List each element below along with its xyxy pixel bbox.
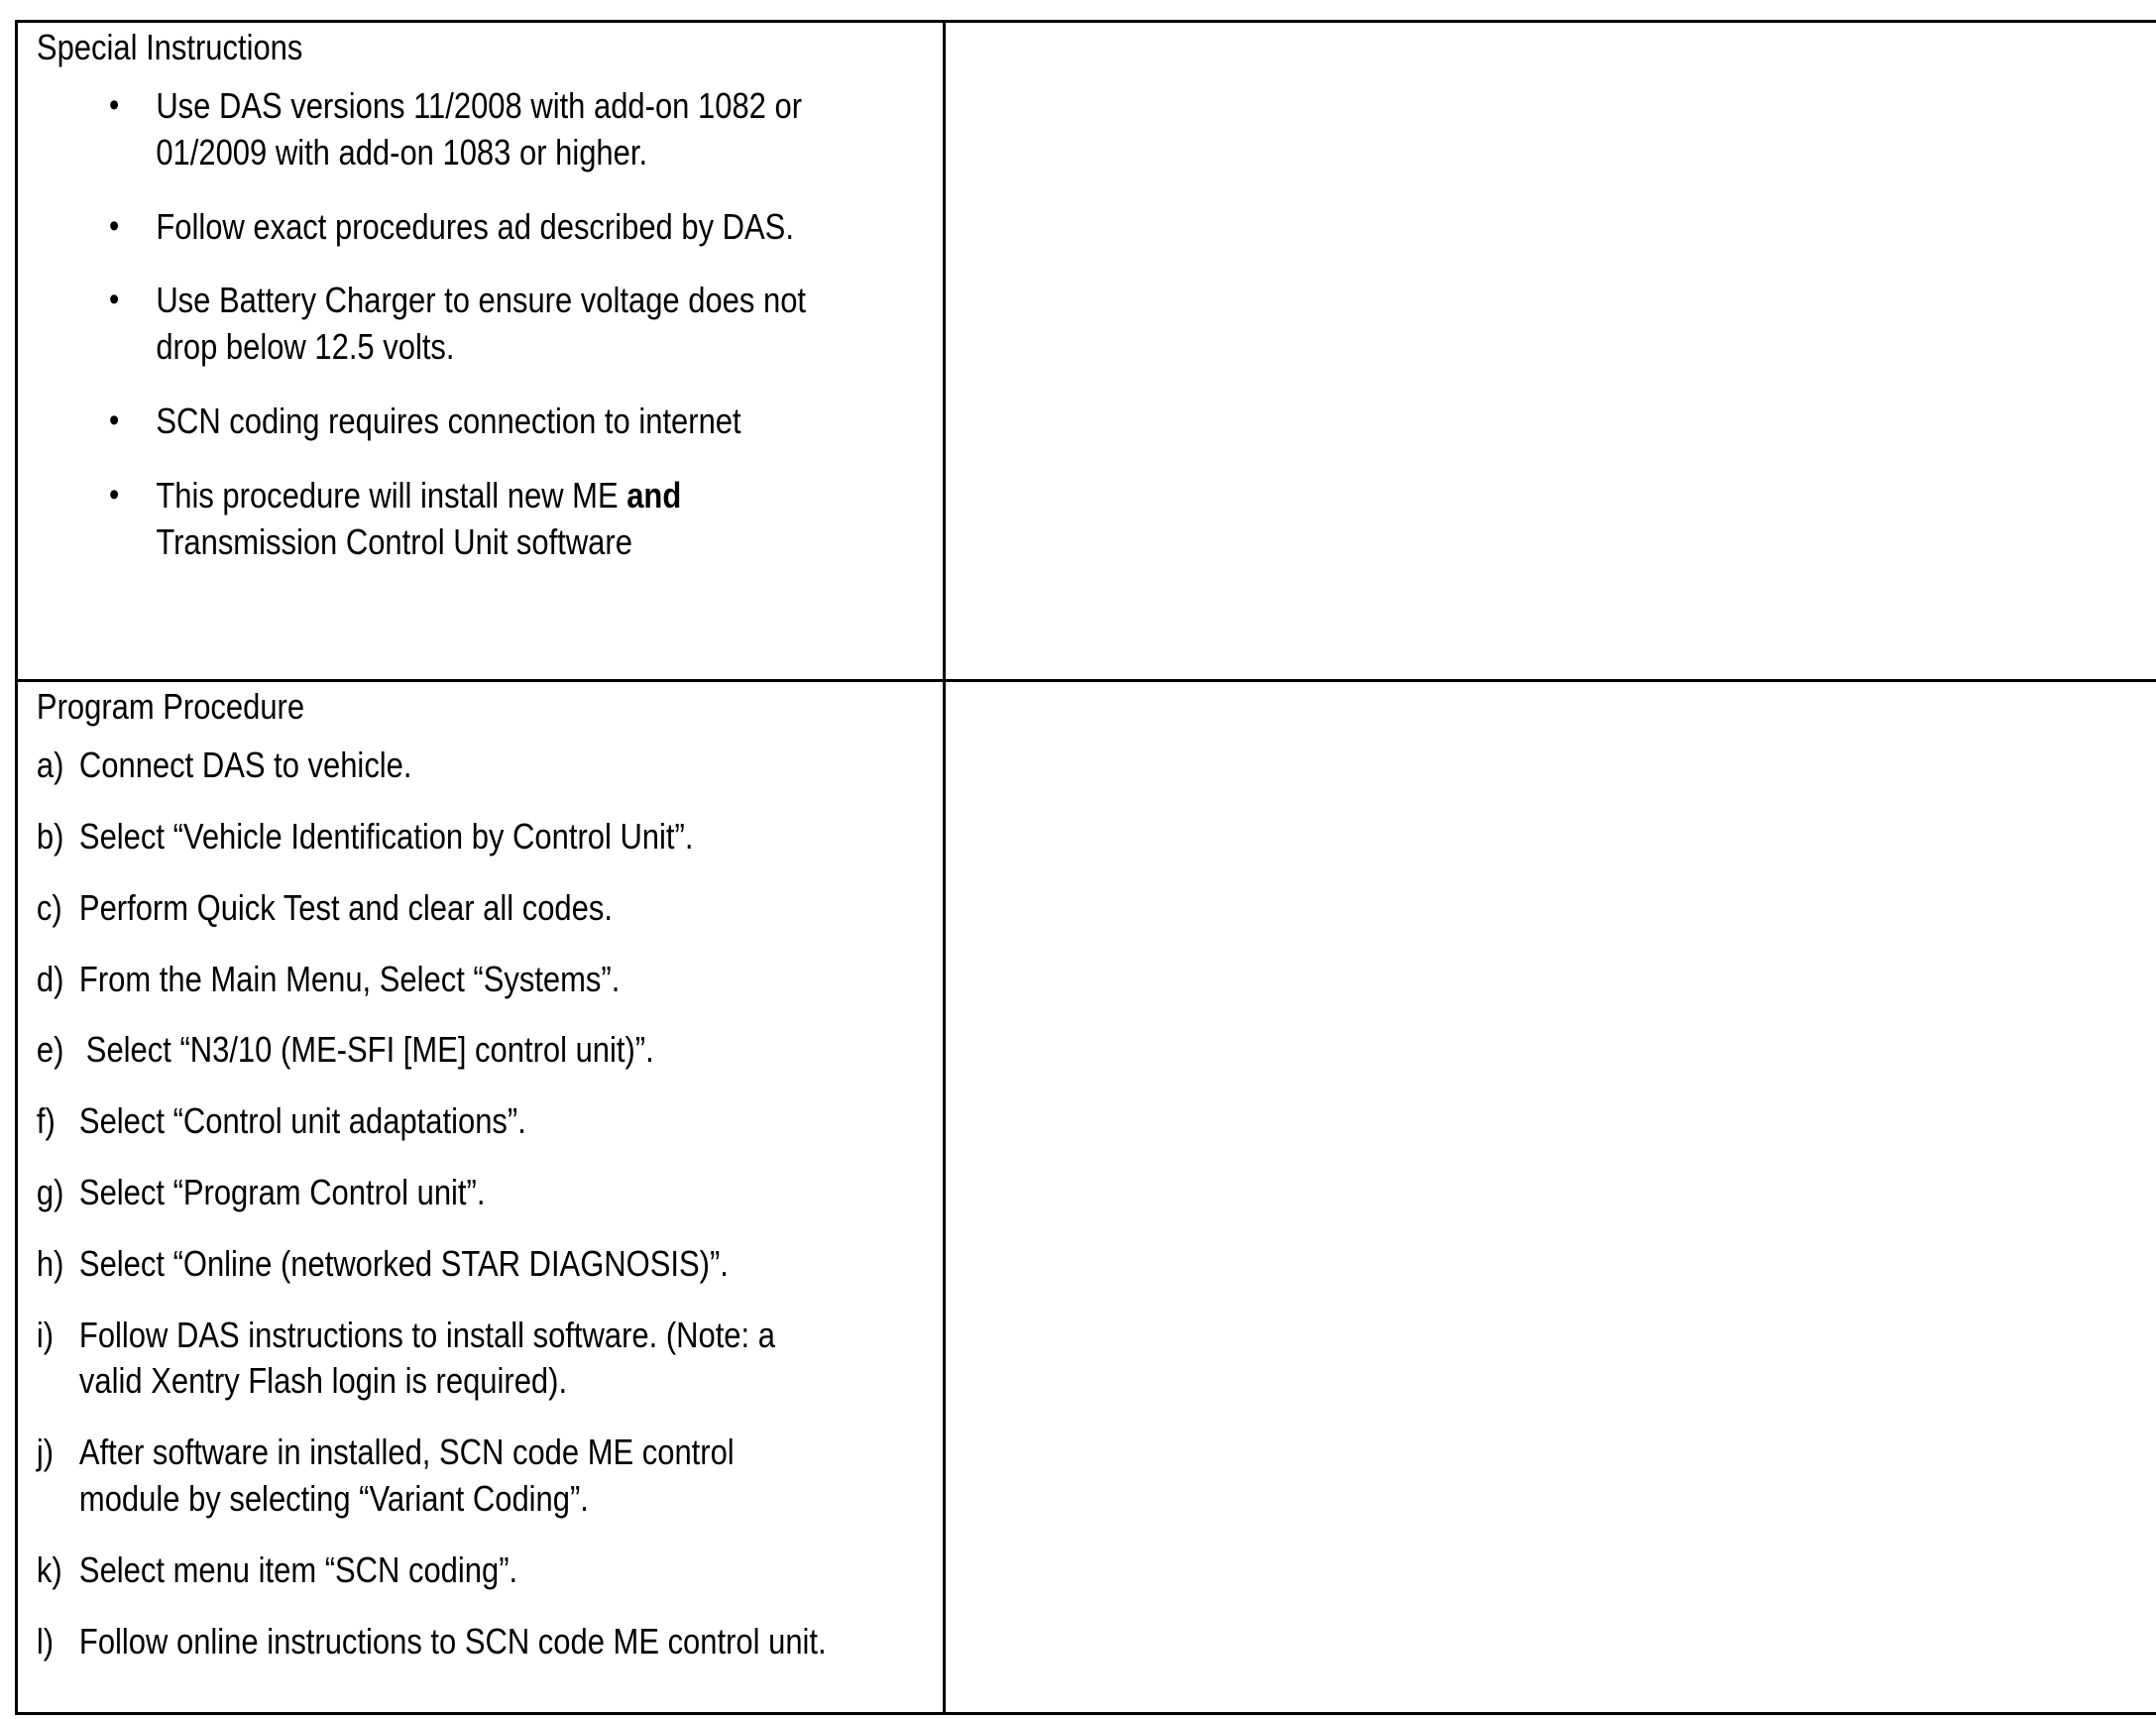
step-line: Select “Program Control unit”. xyxy=(78,1171,486,1212)
program-procedure-cell xyxy=(17,681,945,1714)
step-line: Follow online instructions to SCN code ME control unit. xyxy=(78,1620,827,1662)
special-instructions-heading: Special Instructions xyxy=(36,27,303,67)
step-line: Select “Control unit adaptations”. xyxy=(78,1100,526,1142)
list-item xyxy=(37,1619,941,1665)
bullet-icon: • xyxy=(109,281,120,319)
bullet-icon: • xyxy=(109,475,120,514)
step-line: Connect DAS to vehicle. xyxy=(78,745,412,786)
program-procedure-blank-cell xyxy=(945,681,2156,1714)
step-line: valid Xentry Flash login is required). xyxy=(78,1360,568,1402)
step-line: Select “N3/10 (ME-SFI [ME] control unit)”. xyxy=(85,1029,654,1071)
special-instructions-blank-cell xyxy=(945,22,2156,681)
list-item xyxy=(37,278,941,371)
step-line: Select “Online (networked STAR DIAGNOSIS)”. xyxy=(78,1242,729,1284)
table-row xyxy=(17,22,2156,681)
step-line: From the Main Menu, Select “Systems”. xyxy=(78,958,621,999)
table-row xyxy=(17,681,2156,1714)
bullet-line: Use DAS versions 11/2008 with add-on 1082 or xyxy=(156,85,803,126)
bullet-line: Transmission Control Unit software xyxy=(156,520,632,562)
step-line: Select menu item “SCN coding”. xyxy=(78,1548,518,1590)
list-item xyxy=(37,1098,941,1145)
step-line: Follow DAS instructions to install software. (Note: a xyxy=(78,1314,775,1355)
list-item xyxy=(37,743,941,789)
step-letter: h) xyxy=(36,1242,64,1284)
step-letter: d) xyxy=(36,958,64,999)
bullet-line: Follow exact procedures ad described by DAS. xyxy=(156,205,794,247)
step-letter: j) xyxy=(36,1432,55,1473)
step-letter: e) xyxy=(36,1029,64,1071)
special-instructions-list xyxy=(37,83,941,565)
program-procedure-heading: Program Procedure xyxy=(36,686,305,728)
step-letter: b) xyxy=(36,815,64,857)
list-item xyxy=(37,83,941,176)
bullet-icon: • xyxy=(109,401,120,439)
list-item xyxy=(37,1547,941,1594)
special-instructions-cell xyxy=(17,22,945,681)
list-item xyxy=(37,204,941,251)
bullet-icon: • xyxy=(109,206,120,245)
list-item xyxy=(37,473,941,566)
list-item xyxy=(37,885,941,932)
list-item xyxy=(37,1313,941,1406)
list-item xyxy=(37,1241,941,1288)
step-line: After software in installed, SCN code ME control xyxy=(78,1432,735,1473)
list-item xyxy=(37,1027,941,1074)
step-letter: k) xyxy=(36,1548,62,1590)
bullet-line: SCN coding requires connection to internet xyxy=(156,400,741,441)
bullet-text: This procedure will install new ME xyxy=(156,474,627,516)
list-item xyxy=(37,1430,941,1523)
list-item xyxy=(37,399,941,445)
step-line: Select “Vehicle Identification by Control Unit”. xyxy=(78,815,694,857)
instruction-table xyxy=(15,20,2156,1715)
bullet-line: drop below 12.5 volts. xyxy=(156,326,455,368)
step-letter: f) xyxy=(36,1100,56,1142)
step-line: module by selecting “Variant Coding”. xyxy=(78,1477,589,1519)
bullet-line: 01/2009 with add-on 1083 or higher. xyxy=(156,131,648,172)
list-item xyxy=(37,1170,941,1216)
bullet-line: Use Battery Charger to ensure voltage does not xyxy=(156,280,807,321)
bold-emphasis: and xyxy=(626,474,682,516)
bullet-line xyxy=(156,473,940,519)
step-letter: g) xyxy=(36,1171,64,1212)
list-item xyxy=(37,814,941,860)
step-letter: l) xyxy=(36,1620,55,1662)
bullet-icon: • xyxy=(109,86,120,124)
step-line: Perform Quick Test and clear all codes. xyxy=(78,886,613,928)
step-letter: c) xyxy=(36,886,62,928)
program-procedure-steps xyxy=(37,743,941,1664)
step-letter: a) xyxy=(36,745,64,786)
list-item xyxy=(37,957,941,1003)
step-letter: i) xyxy=(36,1314,55,1355)
